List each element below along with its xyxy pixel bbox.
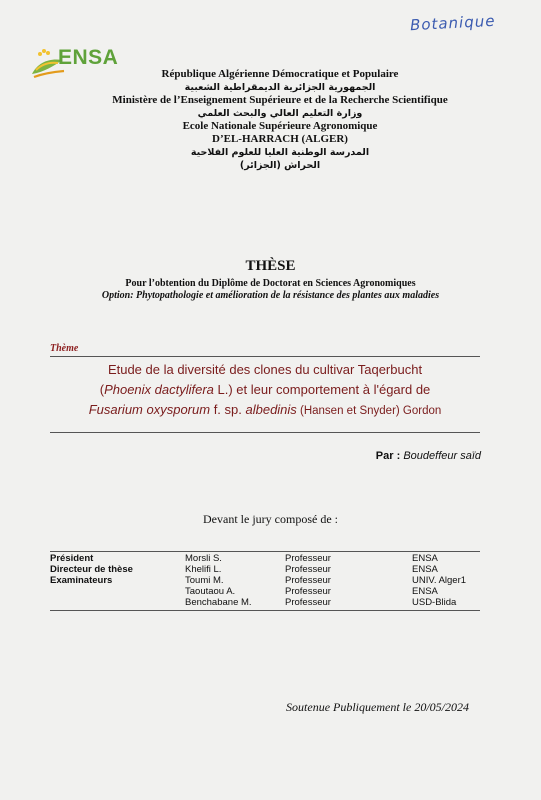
theme-bottom-rule: [50, 432, 480, 433]
handwritten-note: Botanique: [409, 11, 496, 35]
republic-line-ar: الجمهورية الجزائرية الديمقراطية الشعبية: [184, 82, 376, 93]
author-name: Boudeffeur saïd: [403, 450, 481, 462]
theme-line-2-rest: L.) et leur comportement à l'égard de: [213, 382, 431, 397]
jury-grade: Professeur: [285, 564, 331, 575]
school-location-line-ar: الحراش (الجزائر): [239, 160, 321, 171]
jury-bottom-rule: [50, 610, 480, 611]
jury-role: Président: [50, 553, 94, 564]
logo-text: ENSA: [58, 46, 119, 69]
author-prefix: Par :: [375, 450, 401, 462]
theme-line-3: [50, 400, 480, 421]
jury-role: Directeur de thèse: [50, 564, 133, 575]
republic-line: République Algérienne Démocratique et Populaire: [161, 68, 399, 80]
jury-grade: Professeur: [285, 597, 331, 608]
jury-institution: USD-Blida: [412, 597, 457, 608]
school-location-line: D’EL-HARRACH (ALGER): [212, 133, 348, 145]
jury-institution: ENSA: [412, 553, 438, 564]
jury-name: Morsli S.: [185, 553, 222, 564]
ministry-line: Ministère de l’Enseignement Supérieure et de la Recherche Scientifique: [112, 94, 448, 106]
theme-top-rule: [50, 356, 480, 357]
jury-name: Benchabane M.: [185, 597, 252, 608]
jury-institution: ENSA: [412, 564, 438, 575]
these-title: THÈSE: [245, 258, 296, 274]
theme-line-3-rest: (Hansen et Snyder) Gordon: [296, 405, 442, 417]
jury-table: [50, 553, 480, 608]
jury-grade: Professeur: [285, 586, 331, 597]
theme-paren: (: [99, 382, 105, 397]
theme-line-2: [50, 380, 480, 400]
theme-line-3-mid: f. sp.: [210, 402, 246, 417]
institution-header: [60, 68, 500, 172]
jury-row: [50, 586, 480, 597]
defense-date: Soutenue Publiquement le 20/05/2024: [286, 700, 469, 714]
ministry-line-ar: وزارة التعليم العالي والبحث العلمي: [197, 108, 363, 119]
theme-species-1: Phoenix dactylifera: [104, 382, 214, 397]
jury-institution: ENSA: [412, 586, 438, 597]
theme-species-2: Fusarium oxysporum: [88, 402, 211, 417]
jury-row: [50, 575, 480, 586]
jury-name: Khelifi L.: [185, 564, 222, 575]
jury-institution: UNIV. Alger1: [412, 575, 467, 586]
school-line: Ecole Nationale Supérieure Agronomique: [182, 120, 378, 132]
jury-grade: Professeur: [285, 553, 331, 564]
jury-row: [50, 553, 480, 564]
jury-role: Examinateurs: [50, 575, 113, 586]
theme-label: Thème: [50, 343, 79, 354]
jury-grade: Professeur: [285, 575, 331, 586]
jury-name: Taoutaou A.: [185, 586, 236, 597]
option-line: Option: Phytopathologie et amélioration de la résistance des plantes aux maladies: [101, 290, 440, 301]
school-line-ar: المدرسة الوطنية العليا للعلوم الفلاحية: [190, 147, 370, 158]
diploma-line: Pour l’obtention du Diplôme de Doctorat en Sciences Agronomiques: [125, 278, 416, 289]
theme-forma: albedinis: [245, 402, 297, 417]
author: [376, 450, 481, 462]
theme-title: [50, 360, 480, 421]
these-subtitle-block: [0, 278, 541, 302]
jury-row: [50, 564, 480, 575]
jury-name: Toumi M.: [185, 575, 224, 586]
jury-top-rule: [50, 551, 480, 552]
theme-line-1: Etude de la diversité des clones du cultivar Taqerbucht: [107, 362, 423, 377]
jury-heading: Devant le jury composé de :: [203, 512, 338, 526]
jury-row: [50, 597, 480, 608]
